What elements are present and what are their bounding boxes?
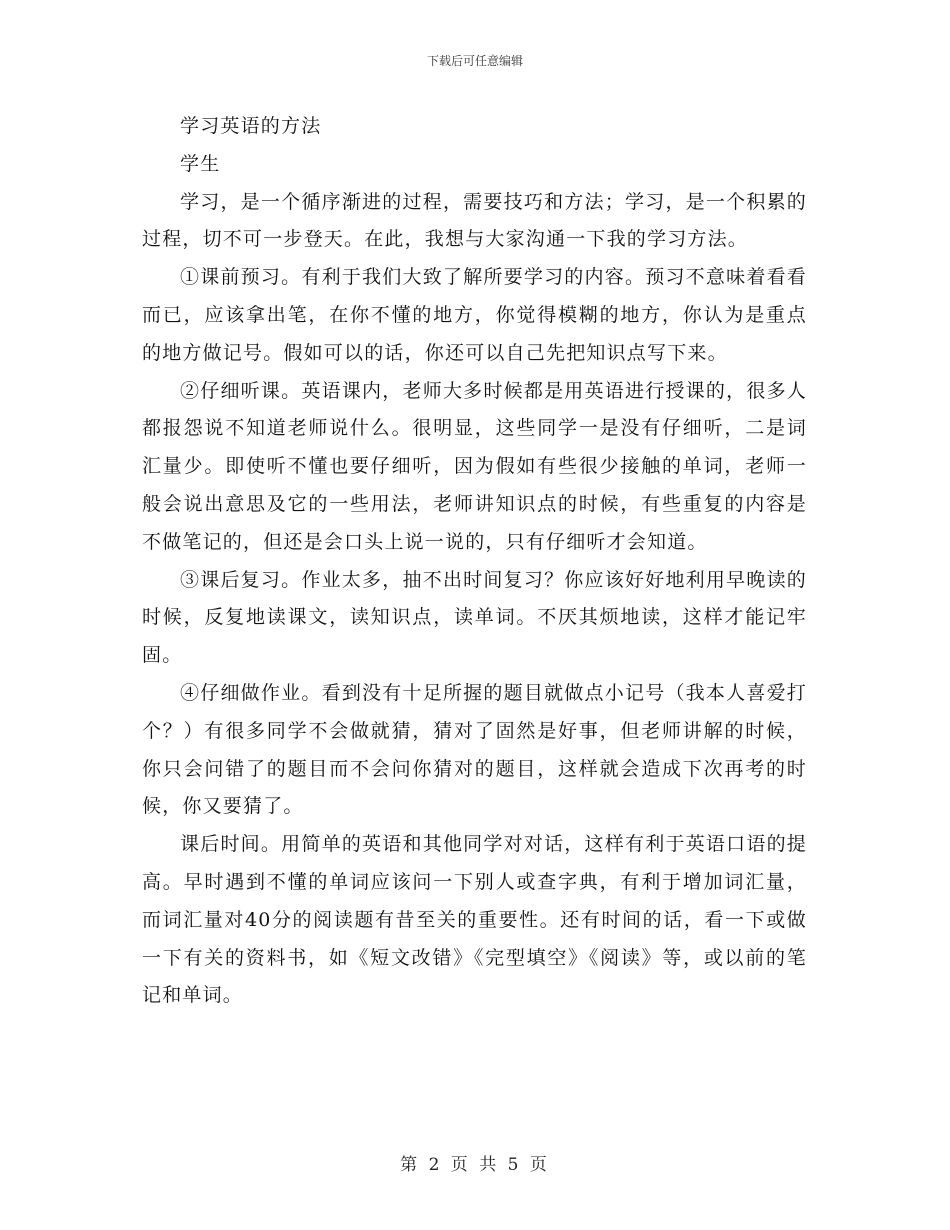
paragraph-review: ③课后复习。作业太多，抽不出时间复习？你应该好好地利用早晚读的时候，反复地读课文，读知识点，读单词。不厌其烦地读，这样才能记牢固。 xyxy=(142,568,807,667)
document-body xyxy=(142,108,807,1015)
paragraph-homework: ④仔细做作业。看到没有十足所握的题目就做点小记号（我本人喜爱打个？）有很多同学不会做就猜，猜对了固然是好事，但老师讲解的时候，你只会问错了的题目而不会问你猜对的题目，这样就会造成下次再考的时候，你又要猜了。 xyxy=(142,681,807,818)
paragraph-preview: ①课前预习。有利于我们大致了解所要学习的内容。预习不意味着看看而已，应该拿出笔，在你不懂的地方，你觉得模糊的地方，你认为是重点的地方做记号。假如可以的话，你还可以自己先把知识点写下来。 xyxy=(142,266,807,364)
page-footer: 第 2 页 共 5 页 xyxy=(400,1155,550,1175)
header-note: 下载后可任意编辑 xyxy=(426,54,523,68)
document-author: 学生 xyxy=(180,152,221,175)
paragraph-listening: ②仔细听课。英语课内，老师大多时候都是用英语进行授课的，很多人都报怨说不知道老师说什么。很明显，这些同学一是没有仔细听，二是词汇量少。即使听不懂也要仔细听，因为假如有些很少接触的单词，老师一般会说出意思及它的一些用法，老师讲知识点的时候，有些重复的内容是不做笔记的，但还是会口头上说一说的，只有仔细听才会知道。 xyxy=(142,379,807,553)
paragraph-after-class: 课后时间。用简单的英语和其他同学对对话，这样有利于英语口语的提高。早时遇到不懂的单词应该问一下别人或查字典，有利于增加词汇量，而词汇量对40分的阅读题有昔至关的重要性。还有时间的话，看一下或做一下有关的资料书，如《短文改错》《完型填空》《阅读》等，或以前的笔记和单词。 xyxy=(142,833,807,1007)
document-title: 学习英语的方法 xyxy=(180,115,322,137)
paragraph-intro: 学习，是一个循序渐进的过程，需要技巧和方法；学习，是一个积累的过程，切不可一步登天。在此，我想与大家沟通一下我的学习方法。 xyxy=(142,190,807,251)
